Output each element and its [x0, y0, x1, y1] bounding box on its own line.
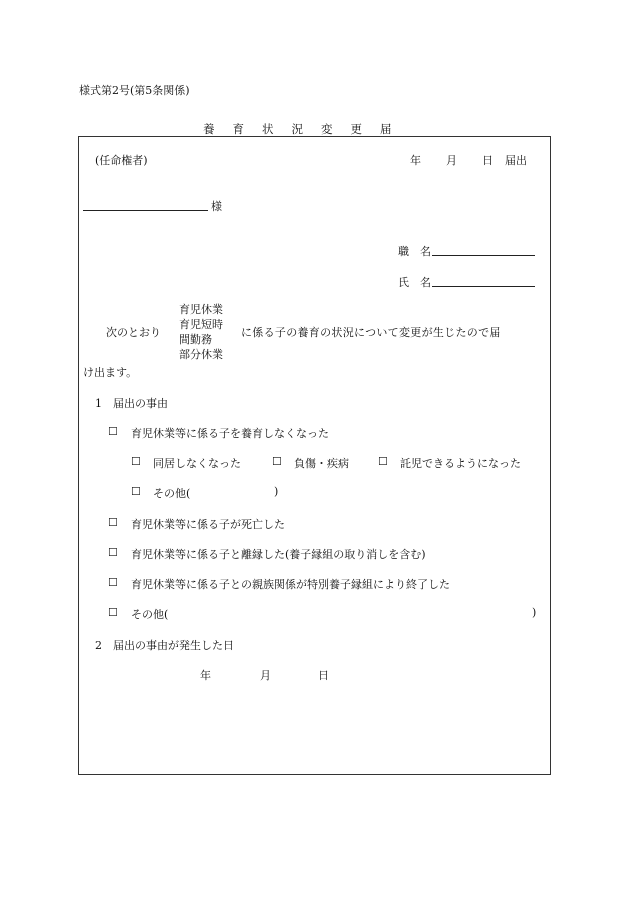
title-char: 届 [380, 122, 392, 136]
checkbox-icon[interactable]: ☐ [108, 516, 118, 529]
item-other-label: その他( [131, 608, 169, 621]
checkbox-icon[interactable]: ☐ [108, 425, 118, 438]
form-number: 様式第2号(第5条関係) [79, 84, 190, 97]
section1-heading: 1 届出の事由 [95, 397, 168, 410]
checkbox-icon[interactable]: ☐ [131, 455, 141, 468]
date-header [410, 152, 540, 166]
form-title [203, 121, 392, 137]
checkbox-special-adoption[interactable] [108, 576, 118, 589]
checkbox-separated[interactable] [108, 546, 118, 559]
occurrence-year-label: 年 [200, 669, 211, 682]
checkbox-childcare[interactable] [378, 455, 388, 468]
item-died: 育児休業等に係る子が死亡した [131, 518, 285, 531]
checkbox-other[interactable] [108, 606, 118, 619]
checkbox-no-longer-raising[interactable] [108, 425, 118, 438]
sub-other-close: ) [274, 485, 279, 498]
leave-type-item: 間勤務 [179, 333, 212, 346]
checkbox-icon[interactable]: ☐ [378, 455, 388, 468]
item-special-adoption: 育児休業等に係る子との親族関係が特別養子縁組により終了した [131, 578, 450, 591]
intro-continuation: け出ます。 [83, 366, 138, 379]
checkbox-injury[interactable] [272, 455, 282, 468]
addressee-name-line[interactable] [83, 210, 208, 211]
position-field-line[interactable] [432, 255, 535, 256]
item-no-longer-raising: 育児休業等に係る子を養育しなくなった [131, 427, 329, 440]
position-label: 職 名 [398, 245, 431, 258]
title-char: 変 [321, 122, 333, 136]
title-char: 育 [232, 122, 244, 136]
title-char: 況 [291, 122, 303, 136]
title-char: 養 [203, 122, 215, 136]
item-separated: 育児休業等に係る子と離縁した(養子縁組の取り消しを含む) [131, 548, 426, 561]
date-year-label: 年 [410, 154, 421, 167]
leave-type-list [179, 302, 223, 362]
name-label: 氏 名 [398, 276, 431, 289]
leave-type-item: 部分休業 [179, 348, 223, 361]
item-other-close: ) [532, 606, 537, 619]
checkbox-died[interactable] [108, 516, 118, 529]
checkbox-icon[interactable]: ☐ [108, 606, 118, 619]
date-month-label: 月 [446, 154, 457, 167]
leave-type-item: 育児休業 [179, 303, 223, 316]
sub-option-childcare: 託児できるようになった [400, 457, 521, 470]
title-char: 更 [350, 122, 362, 136]
title-char: 状 [262, 122, 274, 136]
checkbox-sub-other[interactable] [131, 485, 141, 498]
checkbox-icon[interactable]: ☐ [108, 546, 118, 559]
occurrence-day-label: 日 [318, 669, 329, 682]
name-field-line[interactable] [432, 286, 535, 287]
sub-other-label: その他( [153, 487, 191, 500]
checkbox-icon[interactable]: ☐ [108, 576, 118, 589]
intro-lead: 次のとおり [106, 326, 161, 339]
checkbox-icon[interactable]: ☐ [272, 455, 282, 468]
sub-option-injury: 負傷・疾病 [294, 457, 349, 470]
checkbox-icon[interactable]: ☐ [131, 485, 141, 498]
occurrence-month-label: 月 [260, 669, 271, 682]
sub-option-cohabit: 同居しなくなった [153, 457, 241, 470]
intro-tail: に係る子の養育の状況について変更が生じたので届 [241, 326, 501, 339]
section2-heading: 2 届出の事由が発生した日 [95, 639, 234, 652]
addressee-honorific: 様 [211, 200, 222, 213]
date-day-label: 日 [482, 154, 493, 167]
date-submitted-label: 届出 [505, 154, 527, 167]
checkbox-cohabit[interactable] [131, 455, 141, 468]
addressee-label: (任命権者) [95, 154, 148, 167]
leave-type-item: 育児短時 [179, 318, 223, 331]
